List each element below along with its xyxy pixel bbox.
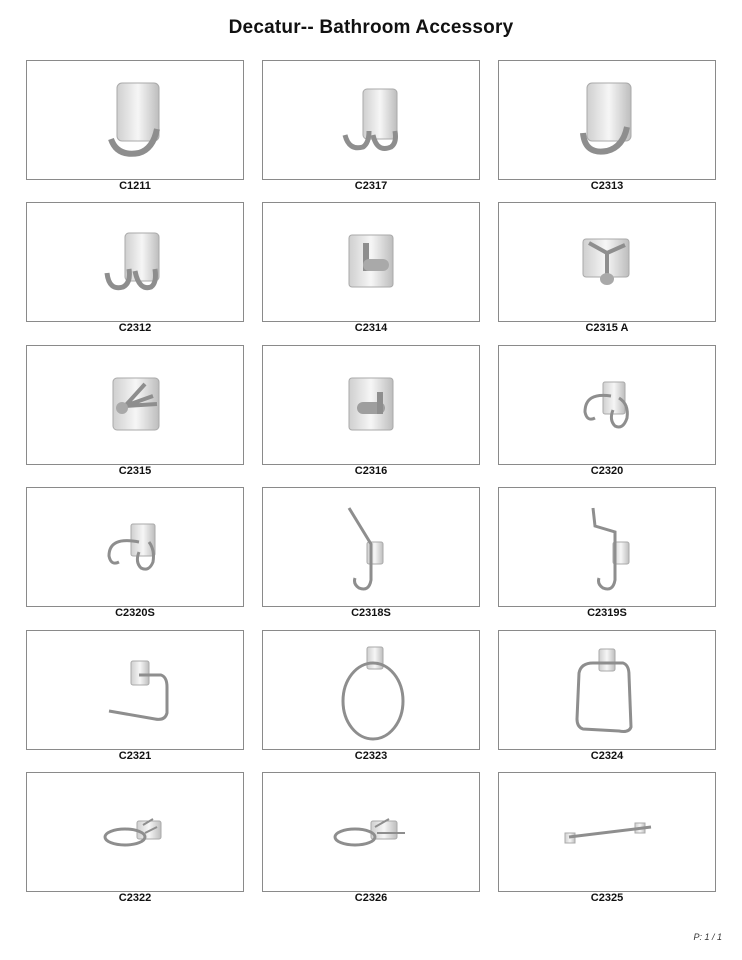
double-wire-hook-icon [27, 488, 243, 606]
product-card [498, 772, 716, 908]
towel-rail-icon [499, 773, 715, 891]
product-card [262, 60, 480, 196]
product-code: C2320S [115, 607, 155, 619]
product-card [498, 60, 716, 196]
tall-hook-icon [263, 488, 479, 606]
product-card [26, 772, 244, 908]
product-code: C2322 [118, 892, 152, 904]
product-card [262, 487, 480, 623]
knob-hook-icon [263, 203, 479, 321]
knob-hook-icon [263, 346, 479, 464]
product-image [26, 630, 244, 750]
multi-prong-hook-icon [27, 346, 243, 464]
product-image [498, 630, 716, 750]
product-code: C2320 [590, 465, 624, 477]
product-code: C2321 [118, 750, 152, 762]
product-image [262, 345, 480, 465]
product-image [26, 202, 244, 322]
product-card [498, 202, 716, 338]
product-image [262, 60, 480, 180]
product-image [262, 772, 480, 892]
double-wire-hook-icon [499, 346, 715, 464]
product-image [498, 772, 716, 892]
product-code: C2319S [587, 607, 627, 619]
product-code: C2314 [354, 322, 388, 334]
product-code: C2317 [354, 180, 388, 192]
towel-bar-icon [27, 631, 243, 749]
product-image [262, 202, 480, 322]
product-image [26, 487, 244, 607]
product-code: C2323 [354, 750, 388, 762]
product-card [26, 487, 244, 623]
product-card [498, 345, 716, 481]
double-robe-hook-icon [263, 61, 479, 179]
product-card [26, 345, 244, 481]
product-card [262, 202, 480, 338]
product-code: C1211 [119, 180, 151, 192]
product-image [262, 630, 480, 750]
product-code: C2316 [354, 465, 388, 477]
product-card [498, 630, 716, 766]
product-card [26, 630, 244, 766]
product-code: C2312 [118, 322, 152, 334]
round-towel-ring-icon [263, 631, 479, 749]
product-image [498, 60, 716, 180]
single-robe-hook-icon [499, 61, 715, 179]
product-image [498, 487, 716, 607]
product-grid [26, 60, 716, 910]
product-image [26, 772, 244, 892]
hair-dryer-holder-icon [263, 773, 479, 891]
product-card [262, 630, 480, 766]
product-code: C2315 [118, 465, 152, 477]
product-image [262, 487, 480, 607]
product-code: C2315 A [585, 322, 629, 334]
product-code: C2325 [590, 892, 624, 904]
product-image [498, 202, 716, 322]
product-code: C2318S [351, 607, 391, 619]
square-towel-ring-icon [499, 631, 715, 749]
product-image [26, 60, 244, 180]
product-code: C2326 [354, 892, 388, 904]
multi-prong-hook-icon [499, 203, 715, 321]
page-title: Decatur-- Bathroom Accessory [228, 17, 514, 38]
hair-dryer-holder-icon [27, 773, 243, 891]
product-card [498, 487, 716, 623]
product-card [262, 772, 480, 908]
single-robe-hook-icon [27, 61, 243, 179]
product-image [26, 345, 244, 465]
product-code: C2313 [590, 180, 624, 192]
tall-hook-icon [499, 488, 715, 606]
product-card [26, 202, 244, 338]
page-number: P: 1 / 1 [693, 932, 722, 942]
double-robe-hook-icon [27, 203, 243, 321]
product-card [262, 345, 480, 481]
product-image [498, 345, 716, 465]
product-card [26, 60, 244, 196]
product-code: C2324 [590, 750, 624, 762]
